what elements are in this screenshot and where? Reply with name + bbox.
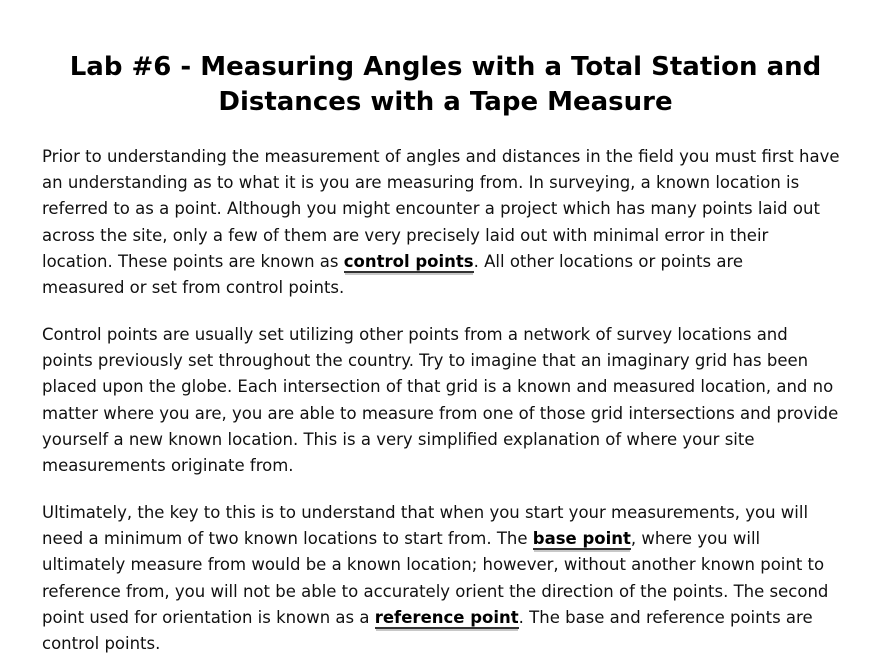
paragraph-line [42,249,854,275]
paragraph-line: ultimately measure from would be a known location; however, without another known point to [42,555,825,575]
term-base-point: base point [532,529,631,549]
page-title [40,50,851,120]
paragraph-survey-network [42,322,854,479]
paragraph-line: measurements originate from. [42,456,294,476]
term-reference-point: reference point [374,607,519,627]
paragraph-line [42,526,854,552]
title-line-1: Lab #6 - Measuring Angles with a Total Station and [69,52,822,82]
text-segment: . All other locations or points are [473,251,744,271]
paragraph-control-points-intro [42,144,854,301]
paragraph-line: Ultimately, the key to this is to understand that when you start your measurements, you will [42,503,809,522]
term-control-points: control points [343,251,474,271]
paragraph-line [42,605,854,631]
paragraph-line: yourself a new known location. This is a very simplified explanation of where your site [42,429,755,449]
paragraph-line: Control points are usually set utilizing other points from a network of survey locations and [42,325,788,344]
paragraph-line: Prior to understanding the measurement of angles and distances in the field you must first have [42,147,840,166]
title-line-2: Distances with a Tape Measure [218,87,673,117]
paragraph-line: across the site, only a few of them are very precisely laid out with minimal error in their [42,225,769,245]
paragraph-base-reference-points [42,500,854,657]
paragraph-line: reference from, you will not be able to accurately orient the direction of the points. The second [42,581,829,601]
text-segment: location. These points are known as [42,251,344,271]
paragraph-line: measured or set from control points. [42,278,345,298]
paragraph-line: control points. [42,634,161,654]
text-segment: . The base and reference points are [518,607,813,627]
paragraph-line: matter where you are, you are able to measure from one of those grid intersections and provide [42,403,839,423]
text-segment: need a minimum of two known locations to start from. The [42,529,533,549]
paragraph-line: placed upon the globe. Each intersection of that grid is a known and measured location, and no [42,377,834,397]
text-segment: , where you will [630,529,761,549]
paragraph-line: points previously set throughout the country. Try to imagine that an imaginary grid has been [42,351,809,371]
text-segment: point used for orientation is known as a [42,607,375,627]
paragraph-line: referred to as a point. Although you might encounter a project which has many points laid out [42,199,820,219]
paragraph-line: an understanding as to what it is you are measuring from. In surveying, a known location is [42,173,800,193]
